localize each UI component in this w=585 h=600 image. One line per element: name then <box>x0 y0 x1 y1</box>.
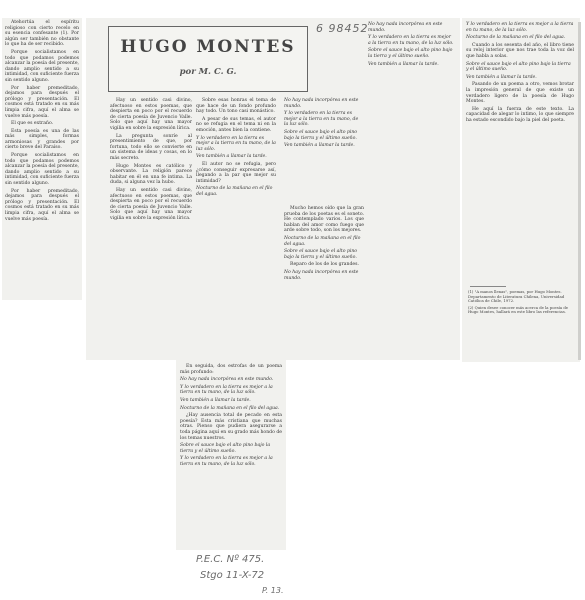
paragraph: Por haber premeditado, dejamos para después el prólogo y presentación. El cosmos está tratado en su más limpia cifra, aquí el alma se vuelve más poesía. <box>5 188 79 222</box>
footnote: (1) "A manos llenas", poemas, por Hugo Montes. Departamento de Literatura Chilena, Universidad Católica de Chile, 1972. <box>468 289 565 304</box>
paragraph: Sobre esas honras el tema de que hace de un fondo profundo hay todo. Un tono casi monástico. <box>196 98 276 115</box>
verse: No hay nada incorpórea en este mundo. <box>284 269 359 281</box>
verse: No hay nada incorpórea en este mundo. <box>180 377 274 383</box>
paragraph: Esta poesía es una de las más simples, formas armoniosas y grandes por cierto breve del Paraíso. <box>5 128 79 151</box>
paragraph: Hay un sentido casi divino, afectuoso en estos poemas, que despierta en poco por el recuerdo de cierta poesía de Juvencio Valle. Solo que aquí hay una mayor vigilia en sobre la expresión lírica. <box>110 98 192 131</box>
verse: Y lo verdadero en la tierra es mejor a la tierra en tu mano, de la luz sólo. <box>284 111 359 128</box>
handwritten-page: P. 13. <box>262 586 284 595</box>
paragraph: Hugo Montes es católico y observante. La religión parece habitar en él en una fe intima. La duda, si alguna vez la hubo. <box>110 163 192 186</box>
verse: Sobre el sauce bajo el alto pino bajo la tierra y el último sueño. <box>284 249 358 260</box>
verse: No hay nada incorpórea en este mundo. <box>368 22 443 33</box>
column-5 <box>284 206 364 283</box>
footnotes <box>468 290 574 315</box>
handwritten-source: P.E.C. Nº 475. <box>196 554 265 565</box>
column-1 <box>5 20 79 224</box>
paragraph: He aquí la fuerza de este texto. La capacidad de alegar lo intimo, lo que siempre ha estado escondido bajo la piel del poeta. <box>466 106 574 123</box>
verse: Y lo verdadero en la tierra es mejor a la tierra en tu mano, de la luz sólo. <box>196 135 276 152</box>
verse: Y lo verdadero en la tierra es mejor a la tierra en tu mano, de la luz sólo. <box>466 22 574 33</box>
verse: Ven también a llamar la tarde. <box>180 397 251 403</box>
column-4-continued <box>180 364 282 470</box>
paragraph: Porque socialistamos en todo que podamos podemos alcanzar la poesía del presente, dando amplio sentido a su intimidad, con suficiente fuerza sin sentido alguno. <box>5 153 79 187</box>
verse: Ven también a llamar la tarde. <box>196 154 267 160</box>
headline-box <box>108 26 308 92</box>
verse: Sobre el sauce bajo el alto pino bajo la tierra y el último sueño. <box>284 129 358 141</box>
paragraph: Por haber premeditado, dejamos para después el prólogo y presentación. El cosmos está tratado en su más limpia cifra, aquí el alma se vuelve más poesía. <box>5 85 79 119</box>
verse: Ven también a llamar la tarde. <box>284 143 355 149</box>
paragraph: Cuando a los sesenta del año, el libro tiene su reloj interior que nos trae toda la voz del que habla a solas. <box>466 42 574 59</box>
paragraph: En seguida, dos estrofas de un poema más profundo: <box>180 364 282 375</box>
paragraph: ¿Hay ausencia total de pecado en esta poesía? Esta más cristiana que muchas otras. Pienso que pudiera asegurarse a toda página aquí en su grado más hondo de los temas nuestros. <box>180 413 282 441</box>
handwritten-reference: 6 98452 <box>316 22 369 35</box>
column-6 <box>368 22 454 69</box>
paragraph: Atehortúa el espíritu religioso con cierto recelo en su esencia confesante (1). Por algún ser también no obstante lo que ha de ser recibido. <box>5 20 79 48</box>
verse: Y lo verdadero en la tierra es mejor a la tierra en tu mano, de la luz sólo. <box>180 456 273 467</box>
paragraph: El autor no se refugia, pero ¿cómo conseguir expresarse así, llegando a la par que mejor su intimidad? <box>196 161 276 184</box>
verse: Sobre el sauce bajo el alto pino bajo la tierra y el último sueño. <box>180 443 271 454</box>
handwritten-date: Stgo 11-X-72 <box>200 570 265 581</box>
verse: No hay nada incorpórea en este mundo. <box>284 98 359 109</box>
page-title: HUGO MONTES <box>120 37 296 57</box>
column-2 <box>110 98 192 223</box>
paragraph: A pesar de sus temas, el autor no se refugia en el tema ni en la emoción, antes bien la contiene. <box>196 116 276 133</box>
paragraph: Reparo de los de los grandes. <box>290 262 359 268</box>
column-4 <box>284 98 362 151</box>
paragraph: Mucho hemos oído que la gran prueba de los poetas es el soneto. He contemplado varios. Los que hablan del amor como fuego que arde sobre todo, son los mejores. <box>284 206 364 234</box>
verse: Sobre el sauce bajo el alto pino bajo la tierra y el último sueño. <box>368 48 453 59</box>
column-7 <box>466 22 574 126</box>
verse: Ven también a llamar la tarde. <box>368 61 439 67</box>
verse: Y lo verdadero en la tierra es mejor a la tierra en tu mano, de la luz sólo. <box>180 384 273 396</box>
paragraph: Pasando de un poema a otro, vemos brotar la impresión general de que existe un verdadero ligero de la poesía de Hugo Montes. <box>466 82 574 105</box>
paragraph: Hay un sentido casi divino, afectuoso en estos poemas, que despierta en poco por el recuerdo de cierta poesía de Juvencio Valle. Solo que aquí hay una mayor vigilia en sobre la expresión lírica. <box>110 187 192 221</box>
verse: Nocturno de la mañana en el filo del agua. <box>196 186 273 197</box>
verse: Nocturno de la mañana en el filo del agua. <box>466 35 566 41</box>
verse: Sobre el sauce bajo el alto pino bajo la tierra y el último sueño. <box>466 61 571 73</box>
verse: Ven también a llamar la tarde. <box>466 74 537 80</box>
verse: Nocturno de la mañana en el filo del agua. <box>180 405 280 411</box>
paragraph: El que es extraño. <box>11 121 54 127</box>
footnote-divider <box>470 286 506 287</box>
paragraph: Porque socialistamos en todo que podamos podemos alcanzar la poesía del presente, dando amplio sentido a su intimidad, con suficiente fuerza sin sentido alguno. <box>5 49 79 83</box>
footnote: (2) Quien desee conocer más acerca de la poesía de Hugo Montes, hallará en este libro las referencias. <box>468 304 569 315</box>
byline: por M. C. G. <box>179 67 237 77</box>
page-shadow <box>578 22 581 360</box>
verse: Y lo verdadero en la tierra es mejor a la tierra en tu mano, de la luz sólo. <box>368 35 454 46</box>
paragraph: La pregunta sonríe al presentimiento de que, por fortuna, todo ello se convierte en un sistema de ideas y cosas, en lo más secreto. <box>110 133 192 161</box>
column-3 <box>196 98 276 200</box>
verse: Nocturno de la mañana en el filo del agua. <box>284 235 361 247</box>
